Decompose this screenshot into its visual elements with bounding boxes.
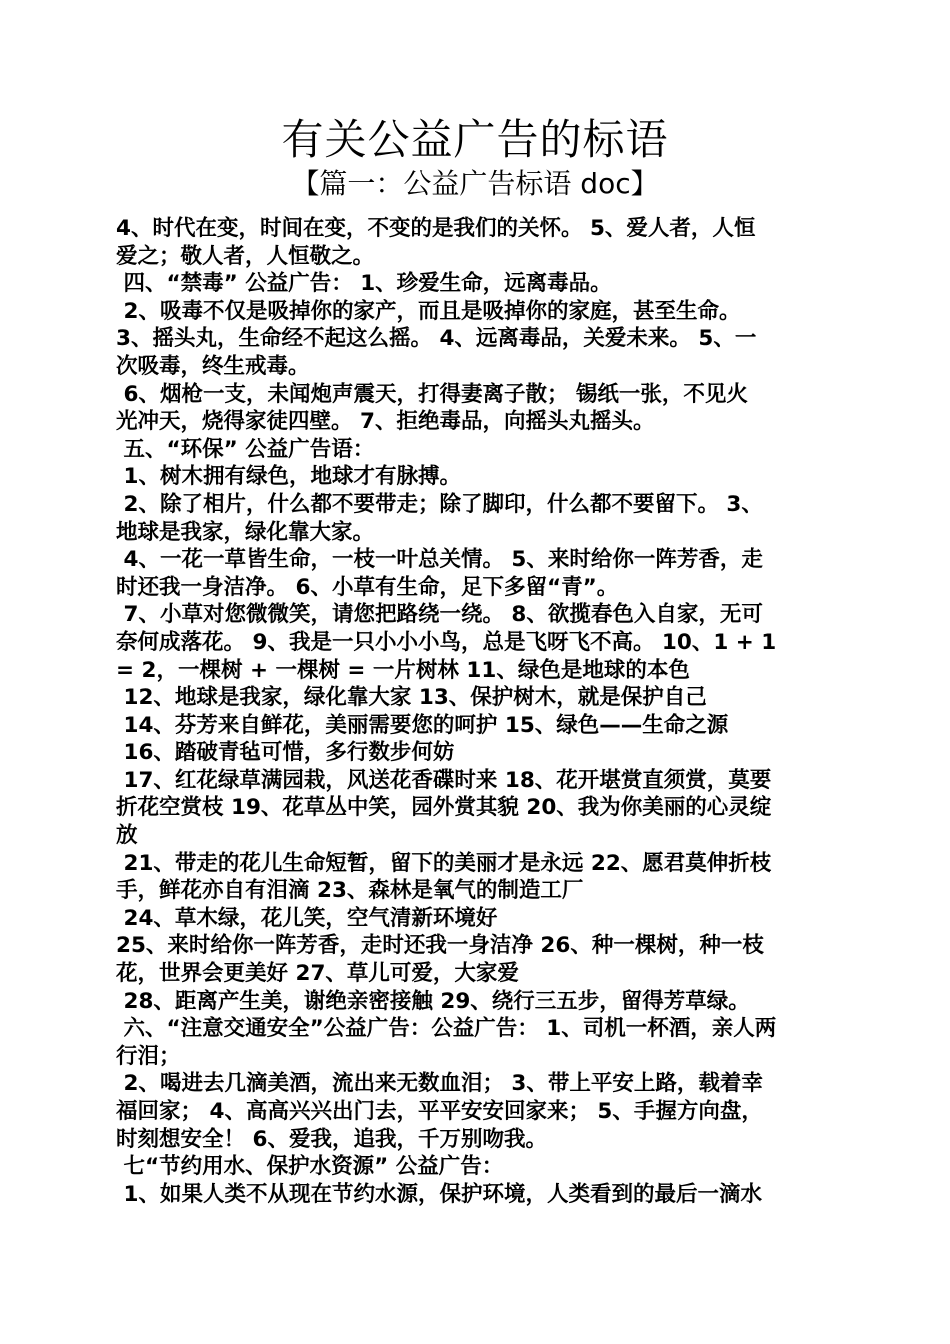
body-line: 时还我一身洁净。 6、小草有生命，足下多留“青”。	[116, 574, 619, 600]
body-line: 五、“环保” 公益广告语：	[116, 436, 375, 462]
body-line: 手，鲜花亦自有泪滴 23、森林是氧气的制造工厂	[116, 878, 584, 904]
body-line: 12、地球是我家，绿化靠大家 13、保护树木，就是保护自己	[116, 685, 707, 711]
body-line: 17、红花绿草满园栽，风送花香碟时来 18、花开堪赏直须赏，莫要	[116, 767, 772, 793]
body-line: 行泪；	[116, 1043, 181, 1069]
body-line: 1、如果人类不从现在节约水源，保护环境，人类看到的最后一滴水	[116, 1181, 762, 1207]
body-line: 时刻想安全！ 6、爱我，追我，千万别吻我。	[116, 1126, 547, 1152]
document-title: 有关公益广告的标语	[281, 115, 669, 164]
body-line: 2、除了相片，什么都不要带走；除了脚印，什么都不要留下。 3、	[116, 491, 763, 517]
body-line: 4、时代在变，时间在变，不变的是我们的关怀。 5、爱人者，人恒	[116, 216, 756, 241]
body-line: 四、“禁毒” 公益广告： 1、珍爱生命，远离毒品。	[116, 271, 612, 297]
body-line: 爱之；敬人者，人恒敬之。	[116, 243, 375, 269]
body-line: 3、摇头丸，生命经不起这么摇。 4、远离毒品，关爱未来。 5、一	[116, 326, 757, 352]
body-line: 24、草木绿，花儿笑，空气清新环境好	[116, 905, 498, 931]
body-line: 1、树木拥有绿色，地球才有脉搏。	[116, 464, 461, 490]
document-body	[116, 215, 832, 1208]
body-line: 六、“注意交通安全”公益广告：公益广告： 1、司机一杯酒，亲人两	[116, 1016, 777, 1042]
body-line: 奈何成落花。 9、我是一只小小小鸟，总是飞呀飞不高。 10、1 + 1	[116, 629, 777, 655]
body-line: 2、喝进去几滴美酒，流出来无数血泪； 3、带上平安上路，载着幸	[116, 1071, 763, 1097]
body-line: 21、带走的花儿生命短暂，留下的美丽才是永远 22、愿君莫伸折枝	[116, 850, 772, 876]
body-line: 25、来时给你一阵芳香，走时还我一身洁净 26、种一棵树，种一枝	[116, 933, 764, 959]
body-line: 七“节约用水、保护水资源” 公益广告：	[116, 1154, 504, 1180]
body-line: 2、吸毒不仅是吸掉你的家产，而且是吸掉你的家庭，甚至生命。	[116, 298, 741, 324]
body-line: 4、一花一草皆生命，一枝一叶总关情。 5、来时给你一阵芳香，走	[116, 547, 763, 573]
body-line: = 2，一棵树 + 一棵树 = 一片树林 11、绿色是地球的本色	[116, 657, 690, 683]
body-line: 次吸毒，终生戒毒。	[116, 353, 310, 379]
body-line: 光冲天，烧得家徒四壁。 7、拒绝毒品，向摇头丸摇头。	[116, 409, 655, 435]
body-line: 28、距离产生美，谢绝亲密接触 29、绕行三五步，留得芳草绿。	[116, 988, 750, 1014]
body-line: 福回家； 4、高高兴兴出门去，平平安安回家来； 5、手握方向盘，	[116, 1099, 763, 1124]
body-line: 花，世界会更美好 27、草儿可爱，大家爱	[116, 961, 519, 987]
body-line: 6、烟枪一支，未闻炮声震天，打得妻离子散； 锡纸一张，不见火	[116, 381, 748, 407]
body-line: 7、小草对您微微笑，请您把路绕一绕。 8、欲揽春色入自家，无可	[116, 602, 763, 628]
body-line: 放	[116, 823, 138, 849]
body-line: 折花空赏枝 19、花草丛中笑，园外赏其貌 20、我为你美丽的心灵绽	[116, 795, 772, 821]
body-line: 地球是我家，绿化靠大家。	[116, 519, 375, 545]
body-line: 14、芬芳来自鲜花，美丽需要您的呵护 15、绿色——生命之源	[116, 712, 729, 738]
document-subtitle: 【篇一：公益广告标语 doc】	[291, 167, 659, 200]
body-line: 16、踏破青毡可惜，多行数步何妨	[116, 740, 455, 766]
